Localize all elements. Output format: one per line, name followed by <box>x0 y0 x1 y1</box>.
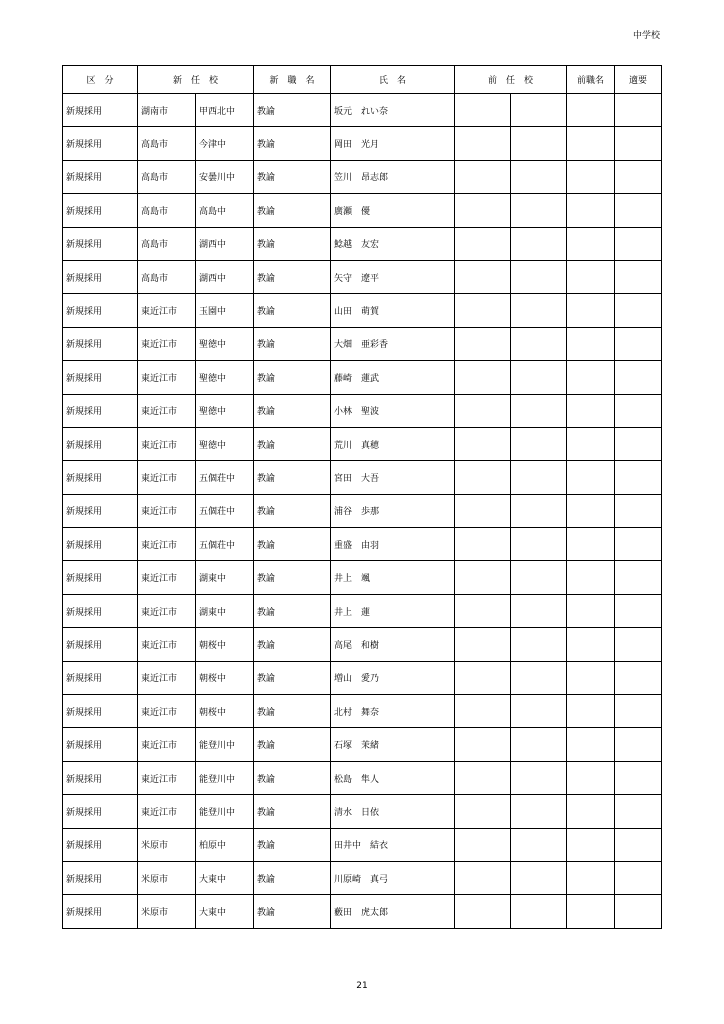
cell-prev-school-a <box>455 628 511 661</box>
cell-prev-school-b <box>511 561 567 594</box>
cell-position: 教諭 <box>254 461 331 494</box>
table-row <box>63 160 662 193</box>
cell-category: 新規採用 <box>63 427 138 460</box>
cell-prev-school-a <box>455 260 511 293</box>
cell-city: 高島市 <box>138 194 196 227</box>
cell-prev-school-b <box>511 661 567 694</box>
cell-school: 高島中 <box>196 194 254 227</box>
cell-school: 五個荘中 <box>196 494 254 527</box>
cell-prev-school-a <box>455 160 511 193</box>
cell-prev-school-a <box>455 194 511 227</box>
cell-category: 新規採用 <box>63 895 138 928</box>
cell-position: 教諭 <box>254 394 331 427</box>
cell-school: 今津中 <box>196 127 254 160</box>
cell-school: 聖徳中 <box>196 394 254 427</box>
cell-position: 教諭 <box>254 728 331 761</box>
cell-city: 東近江市 <box>138 628 196 661</box>
personnel-table <box>62 65 662 929</box>
table-row <box>63 628 662 661</box>
cell-prev-position <box>567 427 615 460</box>
cell-prev-school-b <box>511 294 567 327</box>
cell-prev-school-b <box>511 94 567 127</box>
cell-name: 藪田 虎太郎 <box>331 895 455 928</box>
cell-prev-school-b <box>511 728 567 761</box>
cell-prev-school-a <box>455 361 511 394</box>
cell-prev-position <box>567 394 615 427</box>
table-row <box>63 494 662 527</box>
cell-name: 小林 聖波 <box>331 394 455 427</box>
cell-position: 教諭 <box>254 628 331 661</box>
cell-prev-position <box>567 561 615 594</box>
cell-name: 藤崎 蓮武 <box>331 361 455 394</box>
cell-prev-school-a <box>455 661 511 694</box>
cell-city: 東近江市 <box>138 461 196 494</box>
cell-city: 東近江市 <box>138 695 196 728</box>
cell-prev-school-a <box>455 895 511 928</box>
cell-remarks <box>615 227 662 260</box>
cell-position: 教諭 <box>254 795 331 828</box>
cell-category: 新規採用 <box>63 795 138 828</box>
cell-school: 大東中 <box>196 895 254 928</box>
cell-category: 新規採用 <box>63 194 138 227</box>
cell-category: 新規採用 <box>63 861 138 894</box>
cell-prev-position <box>567 461 615 494</box>
cell-city: 東近江市 <box>138 795 196 828</box>
cell-remarks <box>615 761 662 794</box>
table-row <box>63 227 662 260</box>
header-prev-school: 前 任 校 <box>455 66 567 94</box>
table-row <box>63 594 662 627</box>
cell-remarks <box>615 695 662 728</box>
cell-remarks <box>615 327 662 360</box>
cell-name: 大畑 亜彩香 <box>331 327 455 360</box>
cell-category: 新規採用 <box>63 461 138 494</box>
cell-prev-school-a <box>455 828 511 861</box>
table-row <box>63 828 662 861</box>
cell-name: 荒川 真穂 <box>331 427 455 460</box>
table-row <box>63 361 662 394</box>
cell-prev-school-b <box>511 828 567 861</box>
table-row <box>63 728 662 761</box>
cell-school: 聖徳中 <box>196 361 254 394</box>
table-row <box>63 260 662 293</box>
cell-remarks <box>615 127 662 160</box>
cell-remarks <box>615 294 662 327</box>
cell-prev-school-a <box>455 94 511 127</box>
cell-name: 鯰越 友宏 <box>331 227 455 260</box>
cell-city: 米原市 <box>138 895 196 928</box>
cell-remarks <box>615 160 662 193</box>
table-row <box>63 661 662 694</box>
cell-school: 柏原中 <box>196 828 254 861</box>
header-remarks: 適要 <box>615 66 662 94</box>
cell-prev-school-b <box>511 427 567 460</box>
table-row <box>63 795 662 828</box>
cell-category: 新規採用 <box>63 260 138 293</box>
cell-remarks <box>615 861 662 894</box>
cell-school: 五個荘中 <box>196 528 254 561</box>
cell-city: 東近江市 <box>138 594 196 627</box>
table-row <box>63 194 662 227</box>
cell-category: 新規採用 <box>63 227 138 260</box>
cell-name: 宮田 大吾 <box>331 461 455 494</box>
cell-category: 新規採用 <box>63 494 138 527</box>
cell-prev-school-b <box>511 327 567 360</box>
cell-school: 能登川中 <box>196 761 254 794</box>
cell-prev-school-a <box>455 127 511 160</box>
cell-position: 教諭 <box>254 761 331 794</box>
cell-remarks <box>615 895 662 928</box>
cell-school: 朝桜中 <box>196 661 254 694</box>
cell-position: 教諭 <box>254 427 331 460</box>
cell-prev-school-b <box>511 494 567 527</box>
cell-position: 教諭 <box>254 828 331 861</box>
cell-prev-school-b <box>511 594 567 627</box>
cell-prev-school-b <box>511 695 567 728</box>
cell-prev-school-a <box>455 461 511 494</box>
cell-prev-school-b <box>511 895 567 928</box>
cell-prev-position <box>567 361 615 394</box>
cell-prev-position <box>567 661 615 694</box>
table-row <box>63 561 662 594</box>
cell-position: 教諭 <box>254 127 331 160</box>
cell-name: 笠川 昂志郎 <box>331 160 455 193</box>
cell-city: 高島市 <box>138 160 196 193</box>
cell-prev-school-b <box>511 260 567 293</box>
table-row <box>63 695 662 728</box>
cell-position: 教諭 <box>254 94 331 127</box>
cell-name: 井上 颯 <box>331 561 455 594</box>
cell-city: 東近江市 <box>138 761 196 794</box>
cell-city: 湖南市 <box>138 94 196 127</box>
cell-position: 教諭 <box>254 695 331 728</box>
table-row <box>63 427 662 460</box>
table-row <box>63 528 662 561</box>
cell-city: 東近江市 <box>138 561 196 594</box>
cell-position: 教諭 <box>254 561 331 594</box>
cell-prev-position <box>567 127 615 160</box>
cell-name: 山田 萌賀 <box>331 294 455 327</box>
cell-prev-school-a <box>455 861 511 894</box>
cell-prev-position <box>567 728 615 761</box>
cell-prev-school-a <box>455 294 511 327</box>
cell-prev-school-a <box>455 728 511 761</box>
cell-name: 高尾 和樹 <box>331 628 455 661</box>
cell-category: 新規採用 <box>63 695 138 728</box>
cell-category: 新規採用 <box>63 528 138 561</box>
cell-name: 川原崎 真弓 <box>331 861 455 894</box>
cell-prev-school-a <box>455 761 511 794</box>
cell-remarks <box>615 427 662 460</box>
cell-school: 聖徳中 <box>196 427 254 460</box>
cell-school: 湖東中 <box>196 594 254 627</box>
cell-prev-school-b <box>511 761 567 794</box>
cell-prev-school-b <box>511 227 567 260</box>
cell-city: 東近江市 <box>138 661 196 694</box>
cell-prev-position <box>567 260 615 293</box>
cell-name: 田井中 結衣 <box>331 828 455 861</box>
cell-position: 教諭 <box>254 661 331 694</box>
cell-remarks <box>615 461 662 494</box>
cell-prev-position <box>567 795 615 828</box>
cell-remarks <box>615 494 662 527</box>
cell-prev-school-a <box>455 494 511 527</box>
cell-prev-position <box>567 861 615 894</box>
cell-school: 能登川中 <box>196 795 254 828</box>
cell-position: 教諭 <box>254 260 331 293</box>
cell-position: 教諭 <box>254 294 331 327</box>
cell-prev-position <box>567 327 615 360</box>
cell-prev-school-b <box>511 461 567 494</box>
cell-prev-school-b <box>511 127 567 160</box>
table-row <box>63 294 662 327</box>
cell-prev-position <box>567 828 615 861</box>
header-new-position: 新 職 名 <box>254 66 331 94</box>
cell-position: 教諭 <box>254 494 331 527</box>
cell-name: 重盛 由羽 <box>331 528 455 561</box>
cell-school: 甲西北中 <box>196 94 254 127</box>
cell-school: 湖西中 <box>196 227 254 260</box>
cell-prev-position <box>567 761 615 794</box>
cell-remarks <box>615 728 662 761</box>
cell-school: 湖東中 <box>196 561 254 594</box>
cell-prev-school-a <box>455 227 511 260</box>
table-row <box>63 895 662 928</box>
cell-remarks <box>615 260 662 293</box>
cell-remarks <box>615 194 662 227</box>
cell-prev-school-b <box>511 795 567 828</box>
cell-name: 井上 蓮 <box>331 594 455 627</box>
cell-city: 米原市 <box>138 828 196 861</box>
cell-city: 東近江市 <box>138 394 196 427</box>
table-row <box>63 94 662 127</box>
cell-prev-position <box>567 628 615 661</box>
cell-prev-school-a <box>455 695 511 728</box>
cell-name: 廣瀬 優 <box>331 194 455 227</box>
cell-remarks <box>615 795 662 828</box>
cell-school: 五個荘中 <box>196 461 254 494</box>
cell-city: 東近江市 <box>138 361 196 394</box>
cell-name: 浦谷 歩那 <box>331 494 455 527</box>
cell-school: 玉園中 <box>196 294 254 327</box>
cell-name: 石塚 茉緒 <box>331 728 455 761</box>
cell-city: 東近江市 <box>138 728 196 761</box>
cell-school: 能登川中 <box>196 728 254 761</box>
cell-remarks <box>615 394 662 427</box>
cell-prev-position <box>567 294 615 327</box>
cell-prev-position <box>567 194 615 227</box>
cell-prev-position <box>567 160 615 193</box>
table-row <box>63 127 662 160</box>
cell-school: 大東中 <box>196 861 254 894</box>
cell-remarks <box>615 561 662 594</box>
cell-category: 新規採用 <box>63 728 138 761</box>
cell-prev-school-b <box>511 160 567 193</box>
cell-prev-position <box>567 695 615 728</box>
cell-category: 新規採用 <box>63 394 138 427</box>
cell-remarks <box>615 594 662 627</box>
cell-category: 新規採用 <box>63 127 138 160</box>
cell-city: 高島市 <box>138 127 196 160</box>
table-header-row <box>63 66 662 94</box>
cell-name: 北村 舞奈 <box>331 695 455 728</box>
page-number: 21 <box>356 981 368 991</box>
table-row <box>63 461 662 494</box>
cell-name: 清水 日依 <box>331 795 455 828</box>
cell-prev-position <box>567 94 615 127</box>
cell-prev-position <box>567 528 615 561</box>
cell-prev-position <box>567 594 615 627</box>
cell-prev-school-a <box>455 528 511 561</box>
cell-position: 教諭 <box>254 160 331 193</box>
cell-category: 新規採用 <box>63 628 138 661</box>
cell-city: 東近江市 <box>138 294 196 327</box>
cell-city: 東近江市 <box>138 494 196 527</box>
table-row <box>63 861 662 894</box>
cell-prev-school-b <box>511 861 567 894</box>
cell-city: 高島市 <box>138 260 196 293</box>
cell-city: 米原市 <box>138 861 196 894</box>
cell-school: 朝桜中 <box>196 695 254 728</box>
cell-name: 坂元 れい奈 <box>331 94 455 127</box>
header-category: 区 分 <box>63 66 138 94</box>
cell-prev-school-a <box>455 561 511 594</box>
cell-category: 新規採用 <box>63 160 138 193</box>
cell-remarks <box>615 94 662 127</box>
cell-prev-school-a <box>455 795 511 828</box>
header-new-school: 新 任 校 <box>138 66 254 94</box>
cell-category: 新規採用 <box>63 828 138 861</box>
cell-school: 聖徳中 <box>196 327 254 360</box>
cell-prev-school-a <box>455 327 511 360</box>
cell-position: 教諭 <box>254 895 331 928</box>
cell-category: 新規採用 <box>63 761 138 794</box>
cell-prev-school-b <box>511 194 567 227</box>
cell-position: 教諭 <box>254 227 331 260</box>
cell-name: 矢守 遼平 <box>331 260 455 293</box>
cell-remarks <box>615 661 662 694</box>
cell-prev-school-a <box>455 594 511 627</box>
table-row <box>63 327 662 360</box>
table-body <box>63 94 662 929</box>
cell-name: 松島 隼人 <box>331 761 455 794</box>
cell-prev-position <box>567 494 615 527</box>
cell-category: 新規採用 <box>63 327 138 360</box>
cell-category: 新規採用 <box>63 94 138 127</box>
cell-city: 東近江市 <box>138 528 196 561</box>
cell-remarks <box>615 628 662 661</box>
cell-position: 教諭 <box>254 528 331 561</box>
cell-prev-school-b <box>511 528 567 561</box>
cell-category: 新規採用 <box>63 561 138 594</box>
cell-remarks <box>615 528 662 561</box>
cell-name: 岡田 光月 <box>331 127 455 160</box>
cell-prev-school-a <box>455 394 511 427</box>
cell-prev-school-b <box>511 361 567 394</box>
cell-city: 高島市 <box>138 227 196 260</box>
cell-position: 教諭 <box>254 194 331 227</box>
cell-category: 新規採用 <box>63 294 138 327</box>
cell-city: 東近江市 <box>138 427 196 460</box>
cell-remarks <box>615 361 662 394</box>
cell-prev-school-a <box>455 427 511 460</box>
table-row <box>63 761 662 794</box>
cell-school: 湖西中 <box>196 260 254 293</box>
cell-position: 教諭 <box>254 594 331 627</box>
header-prev-position: 前職名 <box>567 66 615 94</box>
cell-school: 朝桜中 <box>196 628 254 661</box>
cell-name: 増山 愛乃 <box>331 661 455 694</box>
cell-prev-position <box>567 895 615 928</box>
cell-city: 東近江市 <box>138 327 196 360</box>
cell-position: 教諭 <box>254 861 331 894</box>
cell-category: 新規採用 <box>63 661 138 694</box>
cell-position: 教諭 <box>254 327 331 360</box>
cell-school: 安曇川中 <box>196 160 254 193</box>
cell-position: 教諭 <box>254 361 331 394</box>
cell-category: 新規採用 <box>63 361 138 394</box>
cell-prev-school-b <box>511 394 567 427</box>
header-name: 氏 名 <box>331 66 455 94</box>
cell-category: 新規採用 <box>63 594 138 627</box>
cell-prev-school-b <box>511 628 567 661</box>
cell-prev-position <box>567 227 615 260</box>
school-level-label: 中学校 <box>632 31 660 41</box>
cell-remarks <box>615 828 662 861</box>
table-row <box>63 394 662 427</box>
